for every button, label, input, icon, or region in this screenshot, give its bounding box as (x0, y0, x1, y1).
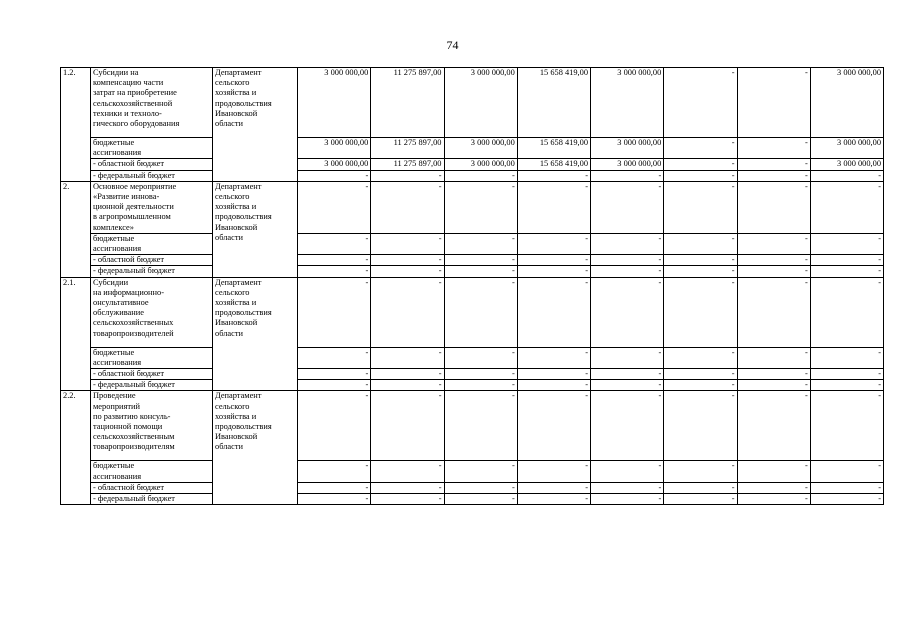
amount-cell: - (737, 380, 810, 391)
amount-cell: - (737, 461, 810, 482)
amount-cell: - (517, 181, 590, 233)
amount-cell: - (444, 347, 517, 368)
amount-cell: - (737, 170, 810, 181)
amount-cell: 3 000 000,00 (591, 138, 664, 159)
amount-cell: - (810, 170, 883, 181)
amount-cell: - (298, 482, 371, 493)
executor: Департамент сельского хозяйства и продовольствия Ивановской области (213, 277, 298, 391)
amount-cell: - (444, 380, 517, 391)
amount-cell: 3 000 000,00 (810, 159, 883, 170)
amount-cell: - (664, 277, 737, 347)
amount-cell: - (737, 494, 810, 505)
amount-cell: - (737, 255, 810, 266)
amount-cell: - (737, 181, 810, 233)
amount-cell: - (664, 347, 737, 368)
amount-cell: - (298, 255, 371, 266)
federal-budget-row (61, 266, 884, 277)
funding-table (60, 67, 884, 505)
amount-cell: - (810, 233, 883, 254)
budget-allocations-row (61, 461, 884, 482)
amount-cell: - (591, 266, 664, 277)
amount-cell: - (444, 461, 517, 482)
amount-cell: - (737, 266, 810, 277)
amount-cell: - (664, 233, 737, 254)
amount-cell: - (664, 181, 737, 233)
funding-source-label: - областной бюджет (91, 369, 213, 380)
amount-cell: - (810, 461, 883, 482)
amount-cell: - (591, 482, 664, 493)
item-number: 1.2. (61, 68, 91, 182)
amount-cell: - (737, 233, 810, 254)
amount-cell: - (664, 266, 737, 277)
amount-cell: - (810, 380, 883, 391)
amount-cell: 3 000 000,00 (810, 68, 883, 138)
amount-cell: 3 000 000,00 (591, 159, 664, 170)
amount-cell: - (517, 255, 590, 266)
funding-source-label: - федеральный бюджет (91, 380, 213, 391)
amount-cell: - (298, 170, 371, 181)
amount-cell: - (810, 266, 883, 277)
funding-source-label: - федеральный бюджет (91, 266, 213, 277)
amount-cell: - (444, 277, 517, 347)
funding-source-label: бюджетные ассигнования (91, 347, 213, 368)
amount-cell: - (371, 347, 444, 368)
amount-cell: 3 000 000,00 (810, 138, 883, 159)
amount-cell: - (298, 461, 371, 482)
amount-cell: - (371, 391, 444, 461)
funding-source-label: - федеральный бюджет (91, 494, 213, 505)
amount-cell: - (371, 255, 444, 266)
amount-cell: - (444, 181, 517, 233)
funding-source-label: - федеральный бюджет (91, 170, 213, 181)
measure-name: Субсидии на информационно- онсультативное обслуживание сельскохозяйственных товаропроизводителей (91, 277, 213, 347)
measure-name: Проведение мероприятий по развитию консуль- тационной помощи сельскохозяйственным товаропроизводителям (91, 391, 213, 461)
amount-cell: - (444, 170, 517, 181)
amount-cell: 11 275 897,00 (371, 68, 444, 138)
amount-cell: - (664, 391, 737, 461)
amount-cell: - (371, 181, 444, 233)
funding-source-label: бюджетные ассигнования (91, 233, 213, 254)
item-number: 2.2. (61, 391, 91, 505)
amount-cell: - (664, 159, 737, 170)
amount-cell: - (517, 277, 590, 347)
amount-cell: - (517, 347, 590, 368)
amount-cell: - (591, 233, 664, 254)
funding-source-label: - областной бюджет (91, 159, 213, 170)
amount-cell: - (737, 68, 810, 138)
amount-cell: - (664, 494, 737, 505)
amount-cell: 15 658 419,00 (517, 138, 590, 159)
federal-budget-row (61, 170, 884, 181)
amount-cell: - (444, 482, 517, 493)
amount-cell: - (371, 233, 444, 254)
amount-cell: - (371, 380, 444, 391)
amount-cell: - (664, 255, 737, 266)
amount-cell: - (737, 138, 810, 159)
amount-cell: - (517, 233, 590, 254)
amount-cell: - (298, 369, 371, 380)
amount-cell: 15 658 419,00 (517, 159, 590, 170)
amount-cell: - (371, 266, 444, 277)
executor: Департамент сельского хозяйства и продовольствия Ивановской области (213, 391, 298, 505)
regional-budget-row (61, 482, 884, 493)
amount-cell: - (591, 380, 664, 391)
measure-name: Основное мероприятие «Развитие иннова- ционной деятельности в агропромышленном комплексе» (91, 181, 213, 233)
amount-cell: - (664, 380, 737, 391)
amount-cell: - (517, 380, 590, 391)
amount-cell: - (810, 391, 883, 461)
amount-cell: 3 000 000,00 (298, 138, 371, 159)
amount-cell: - (810, 255, 883, 266)
amount-cell: - (298, 380, 371, 391)
amount-cell: - (517, 461, 590, 482)
amount-cell: 11 275 897,00 (371, 159, 444, 170)
amount-cell: - (810, 181, 883, 233)
funding-source-label: - областной бюджет (91, 255, 213, 266)
amount-cell: - (371, 277, 444, 347)
amount-cell: - (371, 369, 444, 380)
amount-cell: - (664, 369, 737, 380)
amount-cell: 3 000 000,00 (591, 68, 664, 138)
amount-cell: - (444, 266, 517, 277)
amount-cell: - (517, 170, 590, 181)
amount-cell: - (810, 369, 883, 380)
amount-cell: - (517, 494, 590, 505)
federal-budget-row (61, 494, 884, 505)
amount-cell: - (444, 255, 517, 266)
amount-cell: - (737, 369, 810, 380)
amount-cell: - (591, 391, 664, 461)
amount-cell: - (737, 277, 810, 347)
item-number: 2. (61, 181, 91, 277)
table-body (61, 68, 884, 505)
section-main-row (61, 68, 884, 138)
amount-cell: - (737, 482, 810, 493)
amount-cell: - (298, 391, 371, 461)
amount-cell: - (591, 170, 664, 181)
amount-cell: - (591, 255, 664, 266)
section-main-row (61, 277, 884, 347)
budget-allocations-row (61, 138, 884, 159)
amount-cell: - (444, 391, 517, 461)
amount-cell: 3 000 000,00 (444, 159, 517, 170)
amount-cell: 11 275 897,00 (371, 138, 444, 159)
amount-cell: - (664, 461, 737, 482)
amount-cell: - (664, 482, 737, 493)
amount-cell: - (371, 482, 444, 493)
measure-name: Субсидии на компенсацию части затрат на приобретение сельскохозяйственной техники и техноло- гического оборудования (91, 68, 213, 138)
amount-cell: - (810, 482, 883, 493)
amount-cell: - (737, 159, 810, 170)
amount-cell: - (298, 233, 371, 254)
amount-cell: - (517, 266, 590, 277)
funding-source-label: бюджетные ассигнования (91, 138, 213, 159)
amount-cell: - (444, 369, 517, 380)
amount-cell: - (371, 494, 444, 505)
amount-cell: - (298, 494, 371, 505)
amount-cell: - (737, 347, 810, 368)
amount-cell: 3 000 000,00 (298, 68, 371, 138)
amount-cell: - (664, 68, 737, 138)
amount-cell: - (591, 277, 664, 347)
amount-cell: - (664, 170, 737, 181)
amount-cell: - (591, 347, 664, 368)
amount-cell: 15 658 419,00 (517, 68, 590, 138)
executor: Департамент сельского хозяйства и продовольствия Ивановской области (213, 68, 298, 182)
amount-cell: - (517, 391, 590, 461)
amount-cell: - (444, 233, 517, 254)
federal-budget-row (61, 380, 884, 391)
amount-cell: - (591, 369, 664, 380)
section-main-row (61, 391, 884, 461)
regional-budget-row (61, 159, 884, 170)
amount-cell: 3 000 000,00 (298, 159, 371, 170)
amount-cell: - (298, 277, 371, 347)
amount-cell: - (371, 170, 444, 181)
amount-cell: - (737, 391, 810, 461)
amount-cell: - (517, 369, 590, 380)
amount-cell: - (810, 277, 883, 347)
amount-cell: - (591, 494, 664, 505)
budget-allocations-row (61, 233, 884, 254)
regional-budget-row (61, 369, 884, 380)
amount-cell: - (591, 461, 664, 482)
item-number: 2.1. (61, 277, 91, 391)
section-main-row (61, 181, 884, 233)
amount-cell: - (371, 461, 444, 482)
amount-cell: - (810, 347, 883, 368)
amount-cell: - (298, 266, 371, 277)
funding-source-label: - областной бюджет (91, 482, 213, 493)
amount-cell: - (298, 181, 371, 233)
budget-allocations-row (61, 347, 884, 368)
amount-cell: - (517, 482, 590, 493)
regional-budget-row (61, 255, 884, 266)
amount-cell: - (298, 347, 371, 368)
amount-cell: - (591, 181, 664, 233)
amount-cell: - (664, 138, 737, 159)
amount-cell: 3 000 000,00 (444, 138, 517, 159)
amount-cell: - (444, 494, 517, 505)
amount-cell: 3 000 000,00 (444, 68, 517, 138)
amount-cell: - (810, 494, 883, 505)
page-number: 74 (446, 38, 459, 52)
funding-source-label: бюджетные ассигнования (91, 461, 213, 482)
executor: Департамент сельского хозяйства и продовольствия Ивановской области (213, 181, 298, 277)
